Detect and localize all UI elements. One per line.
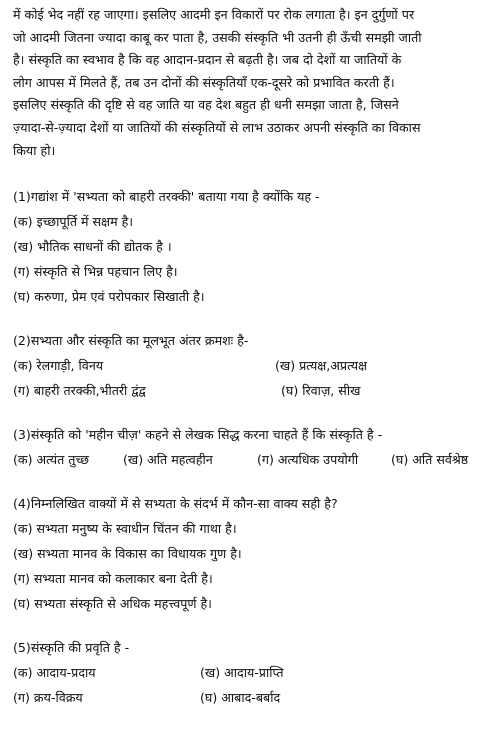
- option: (घ) सभ्यता संस्कृति से अधिक महत्त्वपूर्ण है।: [13, 596, 212, 612]
- option-row: [13, 447, 494, 472]
- option: (ख) प्रत्यक्ष,अप्रत्यक्ष: [275, 358, 368, 374]
- option-row: [13, 660, 494, 685]
- passage-line: लोग आपस में मिलते हैं, तब उन दोनों की संस्कृतियाँ एक-दूसरे को प्रभावित करती हैं।: [13, 74, 395, 90]
- passage-line: किया हो।: [13, 142, 56, 158]
- option: (घ) अति सर्वश्रेष्ठ: [391, 452, 469, 468]
- option: (घ) आबाद-बर्बाद: [200, 690, 281, 706]
- question-4-title: (4)निम्नलिखित वाक्यों में से सभ्यता के संदर्भ में कौन-सा वाक्य सही है?: [13, 496, 338, 512]
- option: (क) आदाय-प्रदाय: [13, 665, 96, 681]
- question-3-title: (3)संस्कृति को 'महीन चीज़' कहने से लेखक सिद्ध करना चाहते हैं कि संस्कृति है -: [13, 427, 383, 443]
- passage-line: ज़्यादा-से-ज़्यादा देशों या जातियों की संस्कृतियों से लाभ उठाकर अपनी संस्कृति का विकास: [13, 119, 421, 135]
- passage-line: है। संस्कृति का स्वभाव है कि वह आदान-प्रदान से बढ़ती है। जब दो देशों या जातियों के: [13, 52, 402, 68]
- option: (ग) सभ्यता मानव को कलाकार बना देती है।: [13, 571, 213, 587]
- option: (ख) सभ्यता मानव के विकास का विधायक गुण है।: [13, 546, 242, 562]
- option: (ख) अति महत्वहीन: [123, 452, 213, 468]
- option-row: [13, 378, 494, 403]
- passage-line: इसलिए संस्कृति की दृष्टि से वह जाति या वह देश बहुत ही धनी समझा जाता है, जिसने: [13, 97, 399, 113]
- option: (ख) भौतिक साधनों की द्योतक है ।: [13, 239, 172, 255]
- option: (ख) आदाय-प्राप्ति: [200, 665, 284, 681]
- question-1-title: (1)गद्यांश में 'सभ्यता को बाहरी तरक्की' बताया गया है क्योंकि यह -: [13, 189, 320, 205]
- question-5: [13, 635, 494, 710]
- passage-line: में कोई भेद नहीं रह जाएगा। इसलिए आदमी इन विकारों पर रोक लगाता है। इन दुर्गुणों पर: [13, 7, 415, 22]
- option-row: [13, 685, 494, 710]
- question-2: [13, 328, 494, 403]
- question-5-title: (5)संस्कृति की प्रवृति है -: [13, 640, 130, 656]
- option: (ग) बाहरी तरक्की,भीतरी द्वंद्व: [13, 383, 146, 399]
- question-4: [13, 491, 494, 616]
- option: (क) सभ्यता मनुष्य के स्वाधीन चिंतन की गाथा है।: [13, 521, 237, 537]
- question-3: [13, 422, 494, 472]
- passage-line: जो आदमी जितना ज्यादा काबू कर पाता है, उसकी संस्कृति भी उतनी ही ऊँची समझी जाती: [13, 29, 422, 45]
- question-1: [13, 184, 494, 309]
- option-row: [13, 353, 494, 378]
- option: (क) रेलगाड़ी, विनय: [13, 358, 104, 374]
- option: (ग) अत्यधिक उपयोगी: [257, 452, 359, 468]
- option: (ग) संस्कृति से भिन्न पहचान लिए है।: [13, 264, 178, 280]
- passage: [13, 4, 494, 162]
- option: (घ) रिवाज़, सीख: [281, 383, 361, 399]
- question-2-title: (2)सभ्यता और संस्कृति का मूलभूत अंतर क्रमशः है-: [13, 333, 249, 349]
- option: (क) अत्यंत तुच्छ: [13, 452, 89, 468]
- option: (ग) क्रय-विक्रय: [13, 690, 83, 706]
- option: (घ) करुणा, प्रेम एवं परोपकार सिखाती है।: [13, 289, 205, 305]
- option: (क) इच्छापूर्ति में सक्षम है।: [13, 214, 134, 230]
